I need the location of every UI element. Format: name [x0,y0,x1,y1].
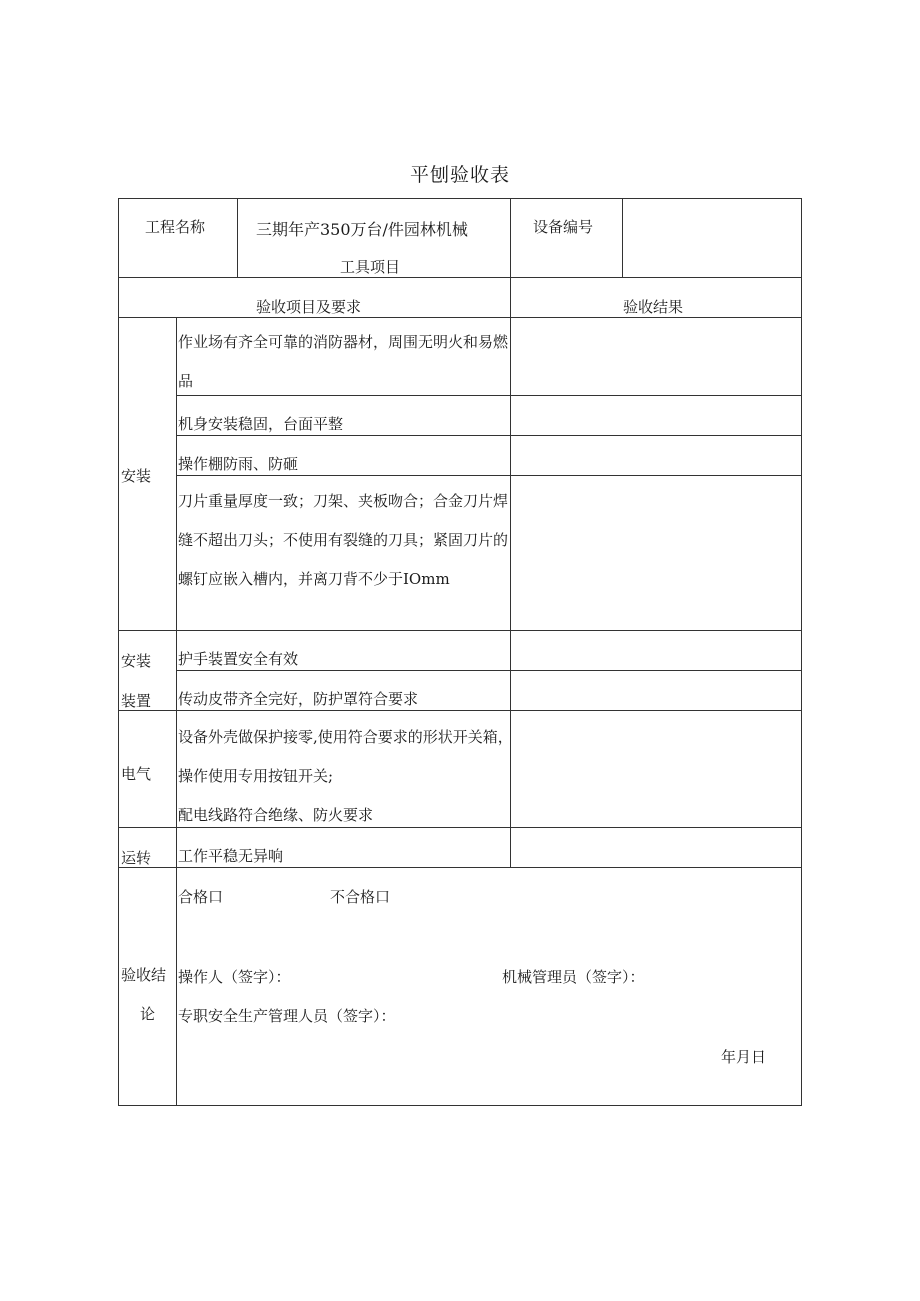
row-divider [118,630,802,631]
pass-checkbox[interactable]: 合格口 [178,888,224,906]
section-label-safety-device: 安装 [121,652,152,670]
check-item: 传动皮带齐全完好，防护罩符合要求 [178,690,419,708]
section-label-conclusion-cont: 论 [140,1005,156,1023]
machine-manager-signature: 机械管理员（签字）： [502,968,645,986]
check-item: 设备外壳做保护接零,使用符合要求的形状开关箱，操作使用专用按钮开关; [178,728,513,785]
page-title: 平刨验收表 [409,164,510,186]
column-divider [176,317,177,1106]
section-label-install: 安装 [121,467,152,485]
column-divider [510,198,511,317]
project-name-label: 工程名称 [145,218,206,236]
row-divider [118,277,802,278]
check-item: 刀片重量厚度一致；刀架、夹板吻合；合金刀片焊缝不超出刀头；不使用有裂缝的刀具；紧固刀片的螺钉应嵌入槽内，并离刀背不少于IOmm [178,492,509,588]
equipment-no-label: 设备编号 [533,218,594,236]
operator-signature: 操作人（签字）： [178,968,291,986]
safety-manager-signature: 专职安全生产管理人员（签字）： [178,1007,396,1025]
section-label-running: 运转 [121,849,152,867]
check-item: 配电线路符合绝缘、防火要求 [178,806,374,824]
section-label-safety-device-cont: 装置 [121,692,152,710]
column-divider [622,198,623,277]
check-item: 作业场有齐全可靠的消防器材，周围无明火和易燃品 [178,333,509,390]
section-label-electric: 电气 [121,765,152,783]
check-item: 工作平稳无异响 [178,847,284,865]
result-column-header: 验收结果 [623,298,684,316]
column-divider [237,198,238,277]
project-name-value-cont: 工具项目 [340,258,401,276]
row-divider [118,317,802,318]
items-column-header: 验收项目及要求 [256,298,362,316]
check-item: 操作棚防雨、防砸 [178,455,299,473]
project-name-value: 三期年产350万台/件园林机械 [256,220,468,239]
check-item: 机身安装稳固，台面平整 [178,415,344,433]
section-label-conclusion: 验收结 [121,966,167,984]
fail-checkbox[interactable]: 不合格口 [330,888,391,906]
check-item: 护手装置安全有效 [178,650,299,668]
signature-date: 年月日 [721,1048,767,1066]
